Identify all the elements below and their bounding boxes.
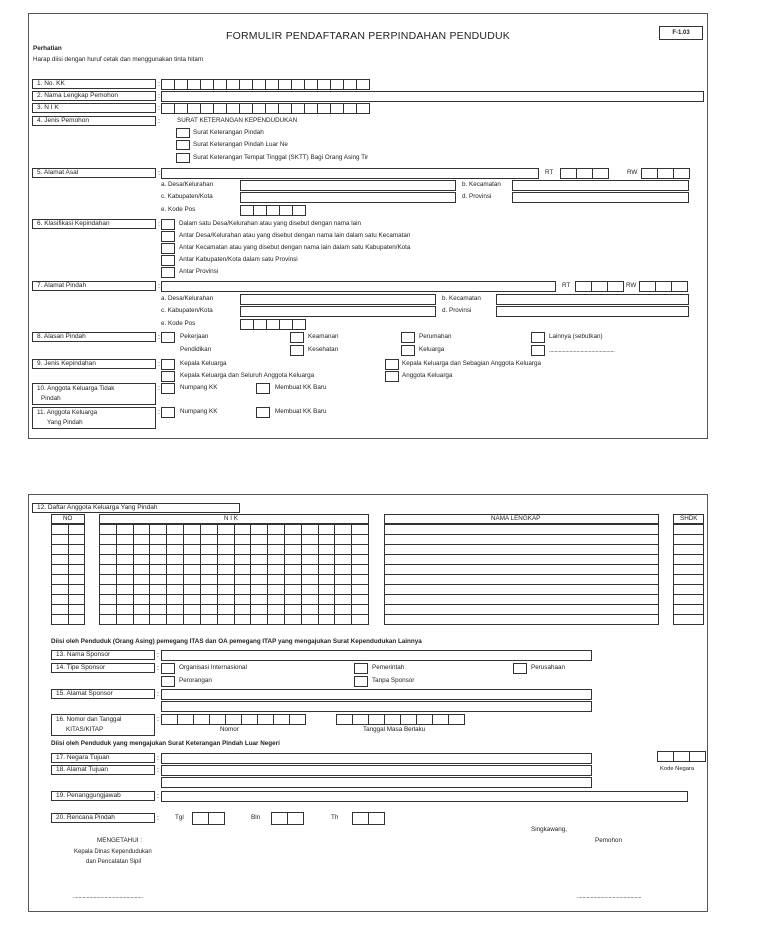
- checkbox-lainnya-detail[interactable]: [531, 345, 545, 356]
- checkbox-klasifikasi-5[interactable]: [161, 267, 175, 278]
- alamat-tujuan-field-1[interactable]: [161, 765, 592, 776]
- opt-klasifikasi-5: Antar Provinsi: [179, 268, 219, 275]
- rt-asal-grid[interactable]: [560, 168, 609, 179]
- col-nik-header: [99, 514, 369, 524]
- alamat-sponsor-field-1[interactable]: [161, 689, 592, 700]
- rw-pindah-grid[interactable]: [639, 281, 688, 292]
- kabupaten-pindah-field[interactable]: [240, 306, 436, 317]
- nik-column-grid[interactable]: [99, 524, 369, 625]
- signature-line-right: ...............................................: [577, 894, 642, 900]
- nama-sponsor-field[interactable]: [161, 650, 592, 661]
- kodepos-pindah-grid[interactable]: [240, 319, 306, 330]
- label-anggota-tidak-pindah-1: 10. Anggota Keluarga Tidak: [37, 385, 115, 392]
- checkbox-tanpa-sponsor[interactable]: [354, 676, 368, 687]
- label-rt-pindah: RT: [562, 282, 571, 289]
- label-kecamatan-pindah: b. Kecamatan: [442, 295, 481, 302]
- kecamatan-pindah-field[interactable]: [496, 294, 689, 305]
- alamat-sponsor-field-2[interactable]: [161, 701, 592, 712]
- opt-tanpa-sponsor: Tanpa Sponsor: [372, 677, 415, 684]
- label-tgl: Tgl: [175, 814, 184, 821]
- label-desa-pindah: a. Desa/Kelurahan: [161, 295, 214, 302]
- luar-negeri-heading: Diisi oleh Penduduk yang mengajukan Surat Keterangan Pindah Luar Negeri: [51, 740, 280, 747]
- lainnya-dots: ................................................: [549, 348, 615, 354]
- label-bln: Bln: [251, 814, 261, 821]
- opt-lainnya: Lainnya (sebutkan): [549, 333, 603, 340]
- label-jenis-kepindahan: 9. Jenis Kepindahan: [32, 359, 156, 369]
- shdk-column-grid[interactable]: [673, 524, 704, 625]
- alamat-pindah-field[interactable]: [161, 281, 556, 292]
- negara-tujuan-field[interactable]: [161, 753, 592, 764]
- label-anggota-tidak-pindah: [32, 383, 156, 405]
- label-alamat-pindah: 7. Alamat Pindah: [32, 281, 156, 291]
- col-no-header: [51, 514, 85, 524]
- opt-keluarga: Keluarga: [419, 346, 445, 353]
- checkbox-kk[interactable]: [161, 359, 175, 370]
- signature-kepala-2: dan Pencatatan Sipil: [86, 859, 142, 865]
- kabupaten-asal-field[interactable]: [240, 192, 456, 203]
- label-th: Th: [331, 814, 339, 821]
- checkbox-keamanan[interactable]: [290, 332, 304, 343]
- label-kodepos-pindah: e. Kode Pos: [161, 320, 196, 327]
- signature-mengetahui: MENGETAHUI :: [97, 837, 143, 844]
- nama-column-grid[interactable]: [384, 524, 659, 625]
- label-rt-asal: RT: [545, 169, 554, 176]
- bln-grid[interactable]: [271, 812, 304, 825]
- alamat-asal-field[interactable]: [161, 168, 539, 179]
- label-anggota-pindah: [32, 407, 156, 429]
- opt-perorangan: Perorangan: [179, 677, 212, 684]
- label-daftar-anggota: 12. Daftar Anggota Keluarga Yang Pindah: [32, 503, 240, 513]
- nama-pemohon-field[interactable]: [161, 91, 704, 102]
- checkbox-anggota[interactable]: [385, 371, 399, 382]
- checkbox-perorangan[interactable]: [161, 676, 175, 687]
- signature-line-left: ...................................................: [73, 894, 143, 900]
- opt-pendidikan: Pendidikan: [180, 346, 212, 353]
- label-kabupaten-pindah: c. Kabupaten/Kota: [161, 307, 213, 314]
- label-anggota-pindah-1: 11. Anggota Keluarga: [37, 409, 98, 416]
- checkbox-numpang-kk-11[interactable]: [161, 407, 175, 418]
- label-alasan-pindah: 8. Alasan Pindah: [32, 332, 156, 342]
- opt-kepala-keluarga: Kepala Keluarga: [180, 360, 227, 367]
- checkbox-pekerjaan[interactable]: [161, 332, 175, 343]
- opt-klasifikasi-2: Antar Desa/Kelurahan atau yang disebut dengan nama lain dalam satu Kecamatan: [179, 232, 411, 239]
- form-page-2: 12. Daftar Anggota Keluarga Yang Pindah NO N I K NAMA LENGKAP SHDK Diisi oleh Penduduk (Orang Asing) pemegang ITAS dan OA pemegang ITAP yang mengajukan Surat Kependudukan Lainnya 13. Nama Sponsor : 14. Tipe Sponsor : Organisasi Internasional Pemerintah Perusahaan Perorangan Tanpa Sponsor 15. Alamat Sponsor : 16. Nomor dan Tanggal KITAS/KITAP : Nomor Tanggal Masa Berlaku Diisi oleh Penduduk yang mengajukan Surat Keterangan Pindah Luar Negeri 17. Negara Tujuan : Kode Negara 18. Alamat Tujuan : 19. Penanggungjawab : 20. Rencana Pindah : Tgl Bln Th Singkawang, Pemohon MENGETAHUI : Kepala Dinas Kependudukan dan Pencatatan Sipil ................................................... ...............................................: [28, 494, 708, 912]
- kodepos-asal-grid[interactable]: [240, 205, 306, 216]
- label-rw-asal: RW: [627, 169, 638, 176]
- label-anggota-pindah-2: Yang Pindah: [47, 419, 83, 426]
- opt-sk-pindah-luar: Surat Keterangan Pindah Luar Ne: [193, 141, 288, 148]
- opt-org-internasional: Organisasi Internasional: [179, 664, 247, 671]
- label-alamat-sponsor: 15. Alamat Sponsor: [51, 689, 155, 699]
- checkbox-numpang-kk-10[interactable]: [161, 383, 175, 394]
- penanggungjawab-field[interactable]: [161, 791, 688, 802]
- opt-kk-baru-11: Membuat KK Baru: [275, 408, 327, 415]
- label-nomor: Nomor: [220, 726, 239, 733]
- rw-asal-grid[interactable]: [641, 168, 690, 179]
- col-nama-header: [384, 514, 659, 524]
- checkbox-sktt[interactable]: [176, 153, 190, 163]
- perhatian-title: Perhatian: [33, 45, 62, 52]
- form-page-1: FORMULIR PENDAFTARAN PERPINDAHAN PENDUDUK F-1.03 Perhatian Harap diisi dengan huruf cetak dan menggunakan tinta hitam 1. No. KK : 2. Nama Lengkap Pemohon : 3. N I K : 4. Jenis Pemohon : SURAT KETERANGAN KEPENDUDUKAN Surat Keterangan Pindah Surat Keterangan Pindah Luar Ne Surat Keterangan Tempat Tinggal (SKTT) Bagi Orang Asing Tir 5. Alamat Asal : RT RW a. Desa/Kelurahan b. Kecamatan c. Kabupaten/Kota d. Provinsi e. Kode Pos 6. Klasifikasi Kepindahan : Dalam satu Desa/Kelurahan atau yang disebut dengan nama lain Antar Desa/Kelurahan atau yang disebut dengan nama lain dalam satu Kecamatan Antar Kecamatan atau yang disebut dengan nama lain dalam satu Kabupaten/Kota Antar Kabupaten/Kota dalam satu Provinsi Antar Provinsi 7. Alamat Pindah : RT RW a. Desa/Kelurahan b. Kecamatan c. Kabupaten/Kota d. Provinsi e. Kode Pos 8. Alasan Pindah : Pekerjaan Keamanan Perumahan Lainnya (sebutkan) Pendidikan Kesehatan Keluarga ................................................ 9. Jenis Kepindahan : Kepala Keluarga Kepala Keluarga dan Sebagian Anggota Keluarga Kepala Keluarga dan Seluruh Anggota Keluarga Anggota Keluarga 10. Anggota Keluarga Tidak Pindah : Numpang KK Membuat KK Baru 11. Anggota Keluarga Yang Pindah : Numpang KK Membuat KK Baru: [28, 13, 708, 439]
- label-desa-asal: a. Desa/Kelurahan: [161, 181, 214, 188]
- orang-asing-heading: Diisi oleh Penduduk (Orang Asing) pemegang ITAS dan OA pemegang ITAP yang mengajukan Surat Kependudukan Lainnya: [51, 638, 422, 645]
- label-kodepos-asal: e. Kode Pos: [161, 206, 196, 213]
- opt-klasifikasi-3: Antar Kecamatan atau yang disebut dengan nama lain dalam satu Kabupaten/Kota: [179, 244, 411, 251]
- rt-pindah-grid[interactable]: [575, 281, 624, 292]
- form-code: F-1.03: [659, 26, 703, 40]
- checkbox-kk-baru-11[interactable]: [256, 407, 270, 418]
- label-anggota-tidak-pindah-2: Pindah: [41, 395, 61, 402]
- signature-pemohon: Pemohon: [595, 837, 622, 844]
- opt-klasifikasi-1: Dalam satu Desa/Kelurahan atau yang disebut dengan nama lain: [179, 220, 362, 227]
- label-kabupaten-asal: c. Kabupaten/Kota: [161, 193, 213, 200]
- no-column-grid[interactable]: [51, 524, 85, 625]
- kode-negara-grid[interactable]: [657, 751, 706, 762]
- label-kitas: [51, 714, 155, 736]
- form-title: FORMULIR PENDAFTARAN PERPINDAHAN PENDUDUK: [226, 30, 510, 42]
- label-kecamatan-asal: b. Kecamatan: [462, 181, 501, 188]
- opt-klasifikasi-4: Antar Kabupaten/Kota dalam satu Provinsi: [179, 256, 298, 263]
- opt-pekerjaan: Pekerjaan: [180, 333, 209, 340]
- checkbox-kk-sebagian[interactable]: [385, 359, 399, 370]
- no-kk-grid[interactable]: [161, 79, 370, 90]
- label-alamat-tujuan: 18. Alamat Tujuan: [51, 765, 155, 775]
- label-alamat-asal: 5. Alamat Asal: [32, 168, 156, 178]
- checkbox-sk-pindah-luar[interactable]: [176, 140, 190, 150]
- checkbox-perumahan[interactable]: [401, 332, 415, 343]
- label-penanggungjawab: 19. Penanggungjawab: [51, 791, 155, 801]
- checkbox-klasifikasi-3[interactable]: [161, 243, 175, 254]
- kitas-tanggal-grid[interactable]: [336, 714, 465, 725]
- checkbox-pemerintah[interactable]: [354, 663, 368, 674]
- opt-kk-baru-10: Membuat KK Baru: [275, 384, 327, 391]
- signature-kepala-1: Kepala Dinas Kependudukan: [74, 849, 152, 855]
- opt-sktt: Surat Keterangan Tempat Tinggal (SKTT) Bagi Orang Asing Tir: [193, 154, 369, 161]
- label-tanggal-masa-berlaku: Tanggal Masa Berlaku: [363, 726, 426, 733]
- opt-numpang-kk-11: Numpang KK: [180, 408, 218, 415]
- opt-kk-sebagian: Kepala Keluarga dan Sebagian Anggota Keluarga: [402, 360, 541, 367]
- opt-perusahaan: Perusahaan: [531, 664, 565, 671]
- opt-kk-seluruh: Kepala Keluarga dan Seluruh Anggota Keluarga: [180, 372, 315, 379]
- checkbox-klasifikasi-1[interactable]: [161, 219, 175, 230]
- kecamatan-asal-field[interactable]: [512, 180, 689, 191]
- checkbox-lainnya[interactable]: [531, 332, 545, 343]
- kitas-nomor-grid[interactable]: [161, 714, 306, 725]
- col-shdk-header: [673, 514, 704, 524]
- jenis-pemohon-heading: SURAT KETERANGAN KEPENDUDUKAN: [177, 117, 298, 124]
- label-provinsi-pindah: d. Provinsi: [442, 307, 472, 314]
- checkbox-klasifikasi-2[interactable]: [161, 231, 175, 242]
- opt-keamanan: Keamanan: [308, 333, 339, 340]
- desa-asal-field[interactable]: [240, 180, 456, 191]
- opt-anggota-keluarga: Anggota Keluarga: [402, 372, 453, 379]
- label-no-kk: 1. No. KK: [32, 79, 156, 89]
- checkbox-sk-pindah[interactable]: [176, 128, 190, 138]
- alamat-tujuan-field-2[interactable]: [161, 777, 592, 788]
- label-klasifikasi: 6. Klasifikasi Kepindahan: [32, 219, 156, 229]
- col-nama-label: NAMA LENGKAP: [491, 515, 541, 522]
- label-kode-negara: Kode Negara: [660, 766, 695, 772]
- label-tipe-sponsor: 14. Tipe Sponsor: [51, 663, 155, 673]
- checkbox-kk-baru-10[interactable]: [256, 383, 270, 394]
- signature-city: Singkawang,: [531, 826, 568, 833]
- opt-kesehatan: Kesehatan: [308, 346, 339, 353]
- th-grid[interactable]: [352, 812, 385, 825]
- label-kitas-1: 16. Nomor dan Tanggal: [56, 716, 122, 723]
- label-nama-sponsor: 13. Nama Sponsor: [51, 650, 155, 660]
- desa-pindah-field[interactable]: [240, 294, 436, 305]
- opt-numpang-kk-10: Numpang KK: [180, 384, 218, 391]
- col-shdk-label: SHDK: [680, 515, 698, 522]
- label-nik: 3. N I K: [32, 103, 156, 113]
- nik-grid[interactable]: [161, 103, 370, 114]
- checkbox-kk-seluruh[interactable]: [161, 371, 175, 382]
- checkbox-kesehatan[interactable]: [290, 345, 304, 356]
- label-negara-tujuan: 17. Negara Tujuan: [51, 753, 155, 763]
- label-rw-pindah: RW: [626, 282, 637, 289]
- opt-perumahan: Perumahan: [419, 333, 452, 340]
- checkbox-keluarga[interactable]: [401, 345, 415, 356]
- checkbox-klasifikasi-4[interactable]: [161, 255, 175, 266]
- checkbox-perusahaan[interactable]: [513, 663, 527, 674]
- label-jenis-pemohon: 4. Jenis Pemohon: [32, 116, 156, 126]
- label-provinsi-asal: d. Provinsi: [462, 193, 492, 200]
- provinsi-asal-field[interactable]: [512, 192, 689, 203]
- opt-pemerintah: Pemerintah: [372, 664, 405, 671]
- perhatian-text: Harap diisi dengan huruf cetak dan menggunakan tinta hitam: [33, 56, 204, 63]
- label-kitas-2: KITAS/KITAP: [66, 726, 104, 733]
- provinsi-pindah-field[interactable]: [496, 306, 689, 317]
- label-rencana-pindah: 20. Rencana Pindah: [51, 813, 155, 823]
- col-nik-label: N I K: [224, 515, 238, 522]
- tgl-grid[interactable]: [192, 812, 225, 825]
- opt-sk-pindah: Surat Keterangan Pindah: [193, 129, 264, 136]
- col-no-label: NO: [63, 515, 73, 522]
- checkbox-org-internasional[interactable]: [161, 663, 175, 674]
- label-nama-pemohon: 2. Nama Lengkap Pemohon: [32, 91, 156, 101]
